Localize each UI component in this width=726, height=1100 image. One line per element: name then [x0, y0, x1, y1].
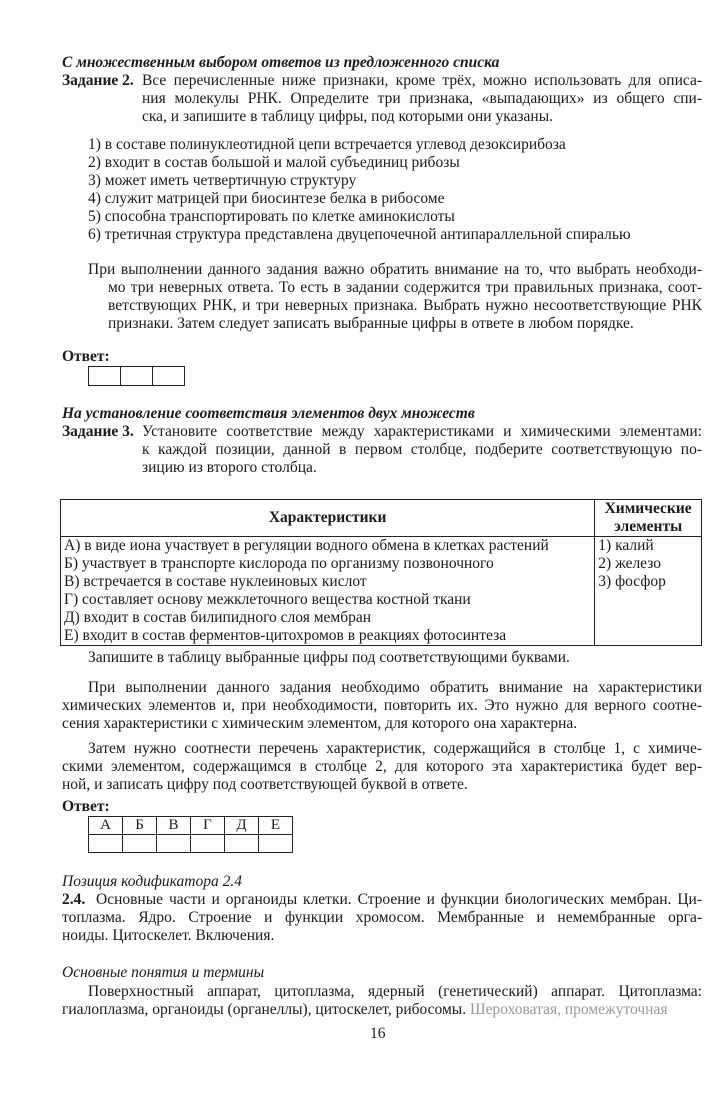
codifier-text-line: ноиды. Цитоскелет. Включения.: [62, 927, 275, 944]
task2-text-line: ния молекулы РНК. Определите три признака, «выпадающих» из общего спи-: [142, 90, 702, 107]
terms-text-faded: Шероховатая, промежуточная: [469, 1001, 668, 1018]
characteristic-item: В) встречается в составе нуклеиновых кислот: [64, 573, 367, 590]
characteristic-item: Д) входит в состав билипидного слоя мембран: [64, 609, 372, 626]
task2-answer-grid: [88, 366, 185, 386]
task3-explain-line: химических элементов и, при необходимости, повторить их. Это нужно для верного соотне-: [62, 697, 702, 714]
section-title-matching: На установление соответствия элементов двух множеств: [62, 405, 475, 422]
characteristic-item: А) в виде иона участвует в регуляции водного обмена в клетках растений: [64, 537, 549, 554]
task2-label: Задание 2.: [62, 72, 134, 89]
matching-table: [60, 499, 702, 646]
task2-explain-line: мо три неверных ответа. То есть в задании содержится три правильных признака, соот-: [108, 279, 702, 296]
characteristic-item: Б) участвует в транспорте кислорода по организму позвоночного: [64, 555, 494, 572]
characteristic-item: Е) входит в состав ферментов-цитохромов в реакциях фотосинтеза: [64, 627, 507, 644]
answer-cell[interactable]: [153, 367, 185, 386]
element-item: 1) калий: [598, 537, 654, 554]
task2-option: 1) в составе полинуклеотидной цепи встречается углевод дезоксирибоза: [88, 136, 566, 153]
element-item: 2) железо: [598, 555, 662, 572]
table-header-elements: [595, 500, 702, 537]
task3-explain-line: сения характеристики с химическим элементом, для которого она характерна.: [62, 715, 578, 732]
codifier-number: 2.4.: [62, 891, 86, 908]
terms-text-part: гиалоплазма, органоиды (органеллы), цитоскелет, рибосомы.: [62, 1001, 467, 1018]
answer-cell[interactable]: [157, 835, 191, 853]
task2-answer-label: Ответ:: [62, 348, 110, 365]
page-number: 16: [370, 1025, 386, 1042]
task3-explain-line: Затем нужно соотнести перечень характеристик, содержащийся в столбце 1, с химиче-: [88, 740, 702, 757]
codifier-text-line: Основные части и органоиды клетки. Строение и функции биологических мембран. Ци-: [96, 891, 702, 908]
answer-letter: Г: [191, 817, 225, 835]
element-item: 3) фосфор: [598, 573, 666, 590]
task2-explain-line: При выполнении данного задания важно обратить внимание на то, что выбрать необходи-: [88, 261, 702, 278]
task2-text-line: Все перечисленные ниже признаки, кроме трёх, можно использовать для описа-: [142, 72, 702, 89]
task2-option: 4) служит матрицей при биосинтезе белка в рибосоме: [88, 190, 445, 207]
task3-answer-label: Ответ:: [62, 798, 110, 815]
task3-text-line: Установите соответствие между характеристиками и химическими элементами:: [142, 423, 702, 440]
codifier-text-line: топлазма. Ядро. Строение и функции хромосом. Мембранные и немембранные орга-: [62, 909, 702, 926]
task2-option: 2) входит в состав большой и малой субъединиц рибозы: [88, 154, 460, 171]
answer-letter: Б: [123, 817, 157, 835]
task2-explain-line: ветствующих РНК, и три неверных признака. Выбрать нужно несоответствующие РНК: [108, 297, 702, 314]
answer-letter: В: [157, 817, 191, 835]
answer-cell[interactable]: [89, 367, 121, 386]
task3-answer-grid: [88, 816, 293, 853]
section-title-multiple-choice: С множественным выбором ответов из предложенного списка: [62, 54, 500, 71]
terms-text-line: Поверхностный аппарат, цитоплазма, ядерный (генетический) аппарат. Цитоплазма:: [88, 983, 702, 1000]
characteristic-item: Г) составляет основу межклеточного вещества костной ткани: [64, 591, 471, 608]
table-header-elements-line: Химические: [604, 500, 692, 517]
task3-explain-line: ной, и записать цифру под соответствующей буквой в ответе.: [62, 776, 468, 793]
task3-explain-line: скими элементом, содержащимся в столбце 2, для которого эта характеристика будет вер-: [62, 758, 702, 775]
task2-option: 5) способна транспортировать по клетке аминокислоты: [88, 208, 455, 225]
answer-letter: Е: [259, 817, 293, 835]
terms-title: Основные понятия и термины: [62, 964, 265, 981]
task3-label: Задание 3.: [62, 423, 134, 440]
task3-write-note: Запишите в таблицу выбранные цифры под соответствующими буквами.: [88, 649, 570, 666]
task3-text-line: к каждой позиции, данной в первом столбце, подберите соответствующую по-: [142, 441, 702, 458]
task2-option: 3) может иметь четвертичную структуру: [88, 172, 357, 189]
answer-cell[interactable]: [123, 835, 157, 853]
task2-option: 6) третичная структура представлена двуцепочечной антипараллельной спиралью: [88, 226, 631, 243]
table-header-elements-line: элементы: [614, 518, 683, 535]
codifier-position-title: Позиция кодификатора 2.4: [62, 873, 242, 890]
table-header-characteristics: Характеристики: [61, 500, 595, 537]
answer-cell[interactable]: [225, 835, 259, 853]
answer-cell[interactable]: [89, 835, 123, 853]
answer-cell[interactable]: [259, 835, 293, 853]
task2-text-line: ска, и запишите в таблицу цифры, под которыми они указаны.: [142, 108, 553, 125]
characteristics-column: [61, 537, 595, 646]
answer-cell[interactable]: [121, 367, 153, 386]
terms-text-line: [62, 1001, 668, 1019]
elements-column: [595, 537, 702, 646]
answer-cell[interactable]: [191, 835, 225, 853]
task3-explain-line: При выполнении данного задания необходимо обратить внимание на характеристики: [88, 679, 702, 696]
task2-explain-line: признаки. Затем следует записать выбранные цифры в ответе в любом порядке.: [108, 315, 634, 332]
answer-letter: А: [89, 817, 123, 835]
answer-letter: Д: [225, 817, 259, 835]
task3-text-line: зицию из второго столбца.: [142, 459, 317, 476]
